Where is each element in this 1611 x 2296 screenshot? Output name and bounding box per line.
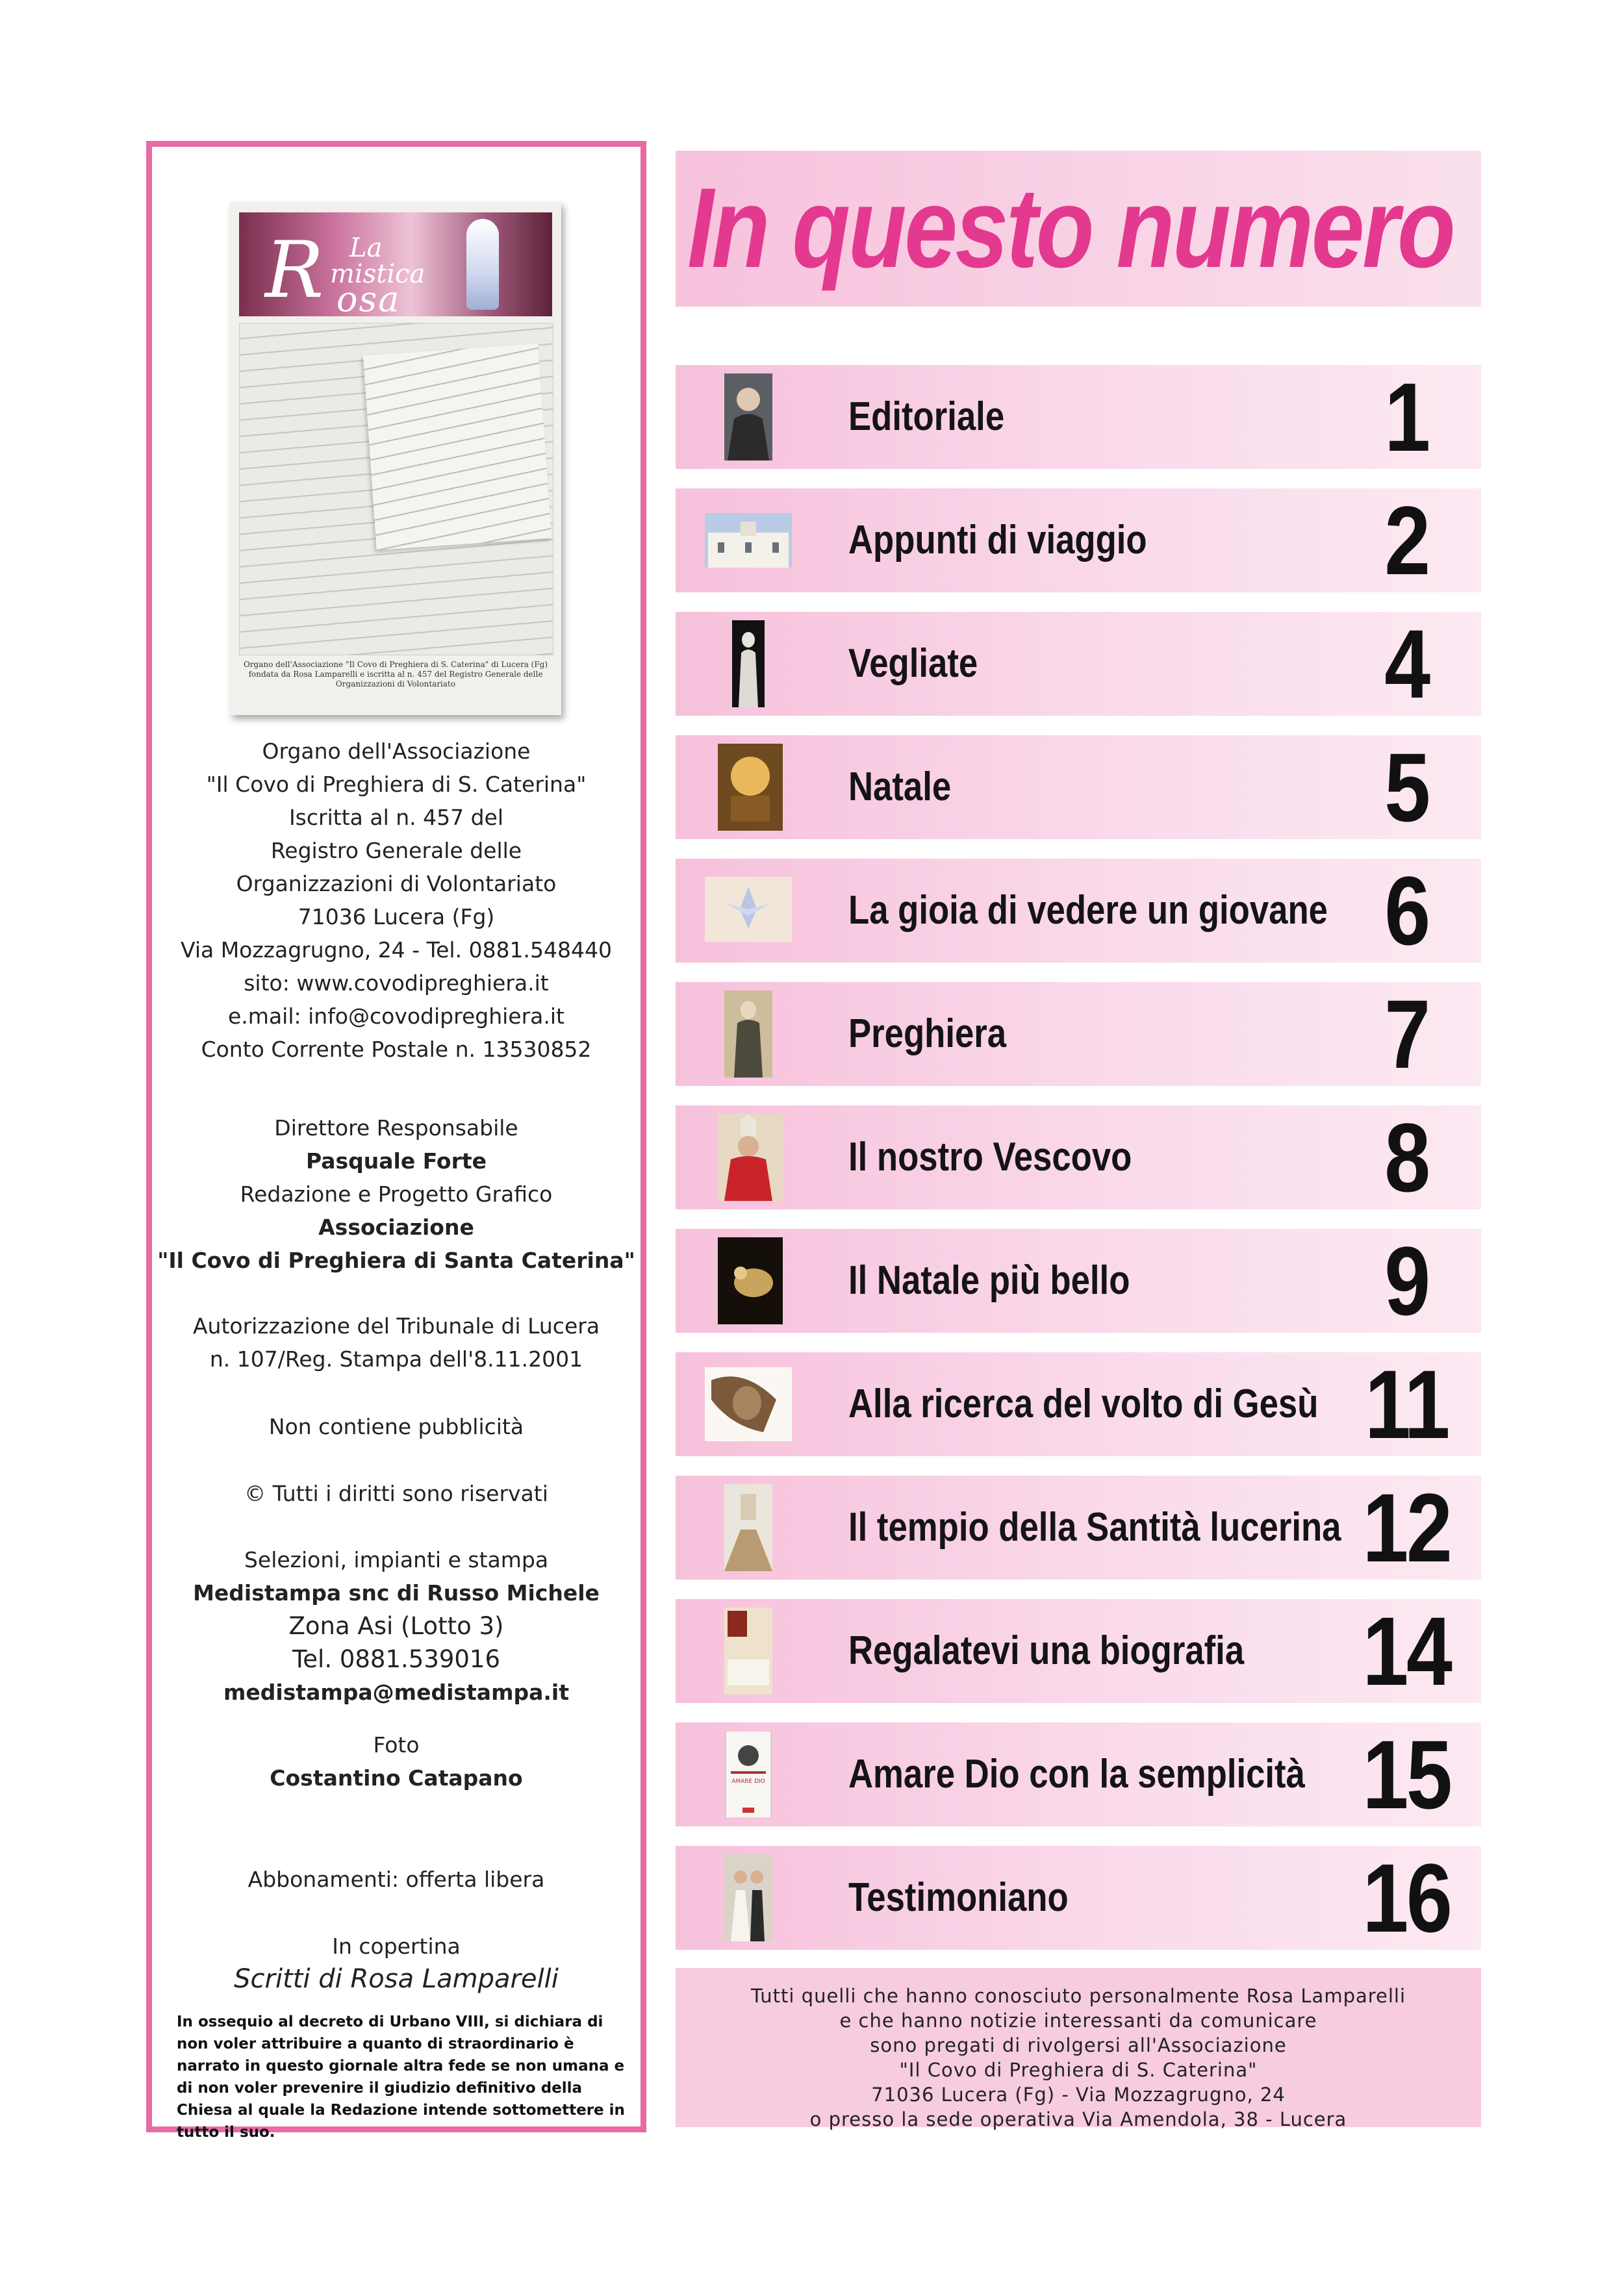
rights-notice: © Tutti i diritti sono riservati <box>244 1481 548 1506</box>
toc-item-title: Il Natale più bello <box>848 1258 1130 1303</box>
organization-info <box>152 735 641 1066</box>
toc-item-title: La gioia di vedere un giovane <box>848 888 1328 933</box>
toc-item-page: 6 <box>1384 856 1428 965</box>
notice-line: e che hanno notizie interessanti da comunicare <box>839 2010 1317 2032</box>
toc-item[interactable] <box>676 1720 1481 1829</box>
notice-line: "Il Covo di Preghiera di S. Caterina" <box>899 2059 1258 2081</box>
org-line: sito: www.covodipreghiera.it <box>244 970 549 996</box>
editoriale-thumbnail <box>705 373 792 460</box>
toc-item[interactable] <box>676 362 1481 472</box>
no-ads-notice: Non contiene pubblicità <box>268 1414 524 1439</box>
cover-handwritten-letter <box>239 323 553 655</box>
toc-item-page: 2 <box>1384 486 1428 595</box>
toc-item-page: 8 <box>1384 1103 1428 1212</box>
cover-masthead-mistica: mistica <box>330 259 425 289</box>
org-line: "Il Covo di Preghiera di S. Caterina" <box>206 772 587 797</box>
bedroom-thumbnail <box>705 1608 792 1695</box>
toc-item[interactable] <box>676 609 1481 718</box>
toc-item-page: 9 <box>1384 1226 1428 1335</box>
cover-madonna-statue <box>466 219 499 310</box>
toc-item[interactable] <box>676 1103 1481 1212</box>
toc-item-page: 14 <box>1362 1596 1451 1706</box>
toc-item-page: 16 <box>1362 1843 1451 1952</box>
toc-item-page: 5 <box>1384 733 1428 842</box>
disclaimer: In ossequio al decreto di Urbano VIII, si dichiara di non voler attribuire a quanto di straordinario è narrato in questo giornale altra fede se non umana e di non voler prevenire il giudizio definitivo della Chiesa al quale la Redazione intende sottomettere in tutto il suo. <box>177 2013 625 2141</box>
colophon-panel <box>146 141 646 2141</box>
toc-item-page: 15 <box>1362 1720 1451 1829</box>
cover-image <box>230 202 561 715</box>
toc-item-title: Regalatevi una biografia <box>848 1628 1245 1673</box>
printer-info <box>152 1543 641 1709</box>
authorization-line: n. 107/Reg. Stampa dell'8.11.2001 <box>209 1346 583 1372</box>
bishop-thumbnail <box>705 1114 792 1201</box>
photo-name: Costantino Catapano <box>270 1765 523 1791</box>
toc-item-page: 12 <box>1362 1473 1451 1582</box>
toc-heading-band <box>676 151 1481 307</box>
toc-item[interactable] <box>676 979 1481 1089</box>
editorial-staff <box>152 1111 641 1277</box>
toc-item[interactable] <box>676 1596 1481 1706</box>
toc-item[interactable] <box>676 733 1481 842</box>
book-cover-thumbnail <box>705 1731 792 1818</box>
toc-item-page: 1 <box>1384 362 1428 472</box>
toc-item-title: Alla ricerca del volto di Gesù <box>848 1381 1319 1426</box>
toc-heading: In questo numero <box>687 165 1454 292</box>
statue-thumbnail <box>705 620 792 707</box>
notice-line: o presso la sede operativa Via Amendola, 38 - Lucera <box>809 2108 1347 2130</box>
toc-item-title: Vegliate <box>848 641 978 686</box>
printing-label: Selezioni, impianti e stampa <box>244 1547 549 1572</box>
cover-letter-sheet <box>363 344 552 550</box>
printer-address: Zona Asi (Lotto 3) <box>288 1612 504 1640</box>
org-line: Via Mozzagrugno, 24 - Tel. 0881.548440 <box>180 937 613 963</box>
org-line: Conto Corrente Postale n. 13530852 <box>201 1037 592 1062</box>
org-line: Organizzazioni di Volontariato <box>236 871 557 896</box>
editing-name: "Il Covo di Preghiera di Santa Caterina" <box>157 1248 635 1273</box>
church-interior-thumbnail <box>705 1484 792 1571</box>
org-line: e.mail: info@covodipreghiera.it <box>228 1003 564 1029</box>
authorization <box>152 1309 641 1376</box>
notice-line: sono pregati di rivolgersi all'Associazione <box>870 2034 1287 2056</box>
nativity-painting-thumbnail <box>705 744 792 831</box>
building-thumbnail <box>705 497 792 584</box>
cover-subject: Scritti di Rosa Lamparelli <box>234 1964 559 1994</box>
jesus-face-thumbnail <box>705 1361 792 1448</box>
director-name: Pasquale Forte <box>305 1148 487 1174</box>
saint-statue-thumbnail <box>705 990 792 1078</box>
toc-item[interactable] <box>676 856 1481 965</box>
toc-item-title: Testimoniano <box>848 1875 1069 1920</box>
org-line: Organo dell'Associazione <box>262 738 531 764</box>
toc-item-page: 7 <box>1384 979 1428 1089</box>
cover-credit <box>152 1930 641 1996</box>
toc-item-title: Amare Dio con la semplicità <box>848 1752 1305 1797</box>
printer-phone: Tel. 0881.539016 <box>292 1645 501 1673</box>
cover-label: In copertina <box>332 1934 461 1959</box>
director-label: Direttore Responsabile <box>274 1115 518 1141</box>
toc-item-title: Editoriale <box>848 394 1005 439</box>
toc-item-title: Appunti di viaggio <box>848 518 1147 562</box>
notice-line: 71036 Lucera (Fg) - Via Mozzagrugno, 24 <box>871 2084 1286 2106</box>
cover-masthead-r: R <box>265 225 324 316</box>
toc-item[interactable] <box>676 1843 1481 1952</box>
book-title: AMARE DIO <box>731 1778 765 1785</box>
notice-line: Tutti quelli che hanno conosciuto personalmente Rosa Lamparelli <box>750 1985 1406 2007</box>
editing-label: Redazione e Progetto Grafico <box>240 1181 553 1207</box>
toc-item-title: Il tempio della Santità lucerina <box>848 1505 1341 1550</box>
org-line: Registro Generale delle <box>270 838 522 863</box>
toc-item-title: Il nostro Vescovo <box>848 1135 1132 1180</box>
dove-thumbnail <box>705 867 792 954</box>
toc-item-title: Preghiera <box>848 1011 1007 1056</box>
toc-item[interactable] <box>676 1473 1481 1582</box>
toc-item-page: 4 <box>1384 609 1428 718</box>
nativity-scene-thumbnail <box>705 1237 792 1324</box>
wedding-thumbnail <box>705 1854 792 1941</box>
photo-label: Foto <box>373 1732 420 1758</box>
org-line: Iscritta al n. 457 del <box>288 805 504 830</box>
printer-name: Medistampa snc di Russo Michele <box>193 1580 600 1606</box>
toc-item[interactable] <box>676 1350 1481 1459</box>
toc-item-title: Natale <box>848 764 952 809</box>
subscription-info: Abbonamenti: offerta libera <box>247 1867 545 1892</box>
photo-credit <box>152 1728 641 1795</box>
cover-caption: Organo dell'Associazione "Il Covo di Preghiera di S. Caterina" di Lucera (Fg) fondata da Rosa Lamparelli e iscritta al n. 457 del Registro Generale delle Organizzazioni di Volontariato <box>243 660 548 688</box>
cover-masthead-rosa: osa <box>336 279 401 320</box>
org-line: 71036 Lucera (Fg) <box>298 904 495 929</box>
authorization-line: Autorizzazione del Tribunale di Lucera <box>192 1313 600 1339</box>
cover-masthead-la: La <box>349 233 383 263</box>
toc-item[interactable] <box>676 486 1481 595</box>
contact-notice <box>676 1968 1481 2130</box>
contact-notice-text <box>676 1984 1481 2132</box>
toc-item[interactable] <box>676 1226 1481 1335</box>
editing-name: Associazione <box>318 1215 474 1240</box>
cover-banner <box>239 212 552 320</box>
printer-email: medistampa@medistampa.it <box>223 1680 569 1705</box>
toc-item-page: 11 <box>1364 1350 1448 1459</box>
